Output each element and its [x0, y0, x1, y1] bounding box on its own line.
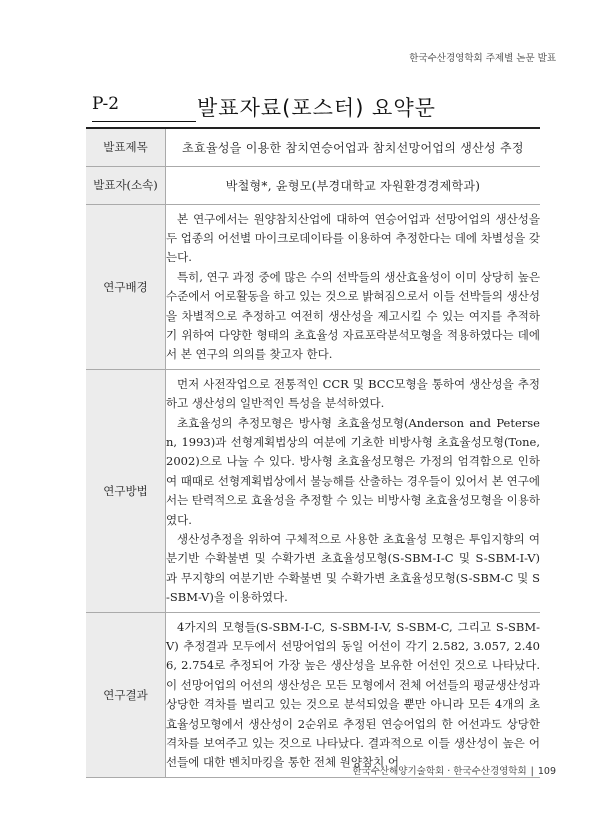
running-header: 한국수산경영학회 주제별 논문 발표	[409, 53, 556, 64]
paragraph: 특히, 연구 과정 중에 많은 수의 선박들의 생산효율성이 이미 상당히 높은 수준에서 어로활동을 하고 있는 것으로 밝혀짐으로서 이들 선박들의 생산성을 차별적으로 추정하고 여전히 생산성을 제고시킬 수 있는 여지를 추적하기 위하여 다양한 형태의 초효율성 자료포락분석모형을 적용하였다는 데에서 본 연구의 의의를 찾고자 한다.	[166, 269, 540, 362]
page-tag: P-2	[92, 94, 120, 114]
paragraph: 4가지의 모형들(S-SBM-I-C, S-SBM-I-V, S-SBM-C, 그리고 S-SBM-V) 추정결과 모두에서 선망어업의 동일 어선이 각기 2.582, 3.057, 2.406, 2.754로 추정되어 가장 높은 생산성을 보유한 어선인 것으로 나타났다. 이 선망어업의 어선의 생산성은 모든 모형에서 전체 어선들의 평균생산성과 상당한 격차를 벌리고 있는 것으로 분석되었을 뿐만 아니라 모든 4개의 초효율성모형에서 생산성이 2순위로 추정된 연승어업의 한 어선과도 상당한 격차를 보여주고 있는 것으로 나타났다. 결과적으로 이들 생산성이 높은 어선들에 대한 벤치마킹을 통한 전체 원양참치 어	[166, 619, 540, 770]
paragraph: 초효율성의 추정모형은 방사형 초효율성모형(Anderson and Petersen, 1993)과 선형계획법상의 여분에 기초한 비방사형 초효율성모형(Tone, 2002)으로 나눌 수 있다. 방사형 초효율성모형은 가정의 엄격함으로 인하여 때때로 선형계획법상에서 불능해를 산출하는 경우들이 있어서 본 연구에서는 탄력적으로 효율성을 추정할 수 있는 비방사형 초효율성모형을 이용하였다.	[166, 415, 540, 527]
section-label-background: 연구배경	[86, 204, 166, 369]
page-tag-underline	[92, 121, 196, 122]
presentation-title-value: 초효율성을 이용한 참치연승어업과 참치선망어업의 생산성 추정	[166, 128, 541, 166]
footer-society: 한국수산해양기술학회 · 한국수산경영학회	[352, 766, 527, 777]
page-title: 발표자료(포스터) 요약문	[197, 96, 436, 120]
section-label-results: 연구결과	[86, 612, 166, 777]
section-content-results	[166, 612, 541, 777]
section-content-method	[166, 369, 541, 612]
paragraph: 먼저 사전작업으로 전통적인 CCR 및 BCC모형을 통하여 생산성을 추정하고 생산성의 일반적인 특성을 분석하였다.	[166, 376, 540, 411]
paragraph: 본 연구에서는 원양참치산업에 대하여 연승어업과 선망어업의 생산성을 두 업종의 어선별 마이크로데이타를 이용하여 추정한다는 데에 차별성을 갖는다.	[166, 211, 540, 265]
table-row-title	[86, 128, 540, 166]
table-row-results	[86, 612, 540, 777]
section-label-method: 연구방법	[86, 369, 166, 612]
paragraph: 생산성추정을 위하여 구체적으로 사용한 초효율성 모형은 투입지향의 여분기반 수확불변 및 수확가변 초효율성모형(S-SBM-I-C 및 S-SBM-I-V)과 무지향의 여분기반 수확불변 및 수확가변 초효율성모형(S-SBM-C 및 S-SBM-V)을 이용하였다.	[166, 532, 540, 605]
table-row-background	[86, 204, 540, 369]
row-label: 발표자(소속)	[86, 166, 166, 204]
page-footer	[352, 763, 556, 777]
presenter-value: 박철형*, 윤형모(부경대학교 자원환경경제학과)	[166, 166, 541, 204]
page-number: 109	[537, 766, 556, 777]
table-row-presenter	[86, 166, 540, 204]
footer-separator: |	[530, 766, 534, 777]
table-row-method	[86, 369, 540, 612]
row-label: 발표제목	[86, 128, 166, 166]
summary-table	[86, 127, 540, 778]
section-content-background	[166, 204, 541, 369]
